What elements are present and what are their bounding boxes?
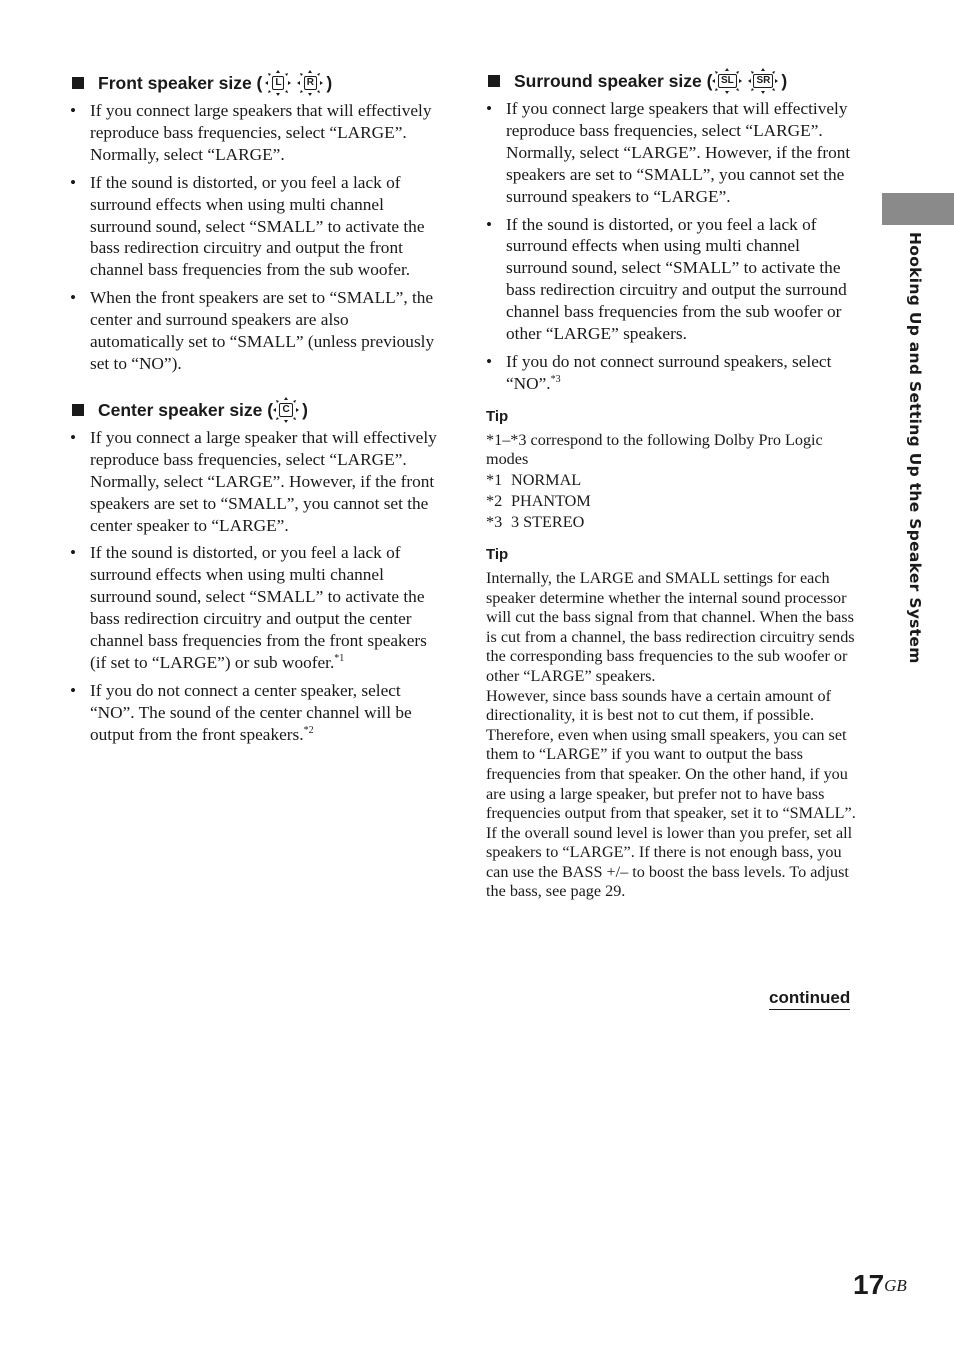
front-speaker-list: [70, 100, 440, 375]
speaker-c-icon: C: [273, 397, 299, 423]
list-item: • When the front speakers are set to “SMALL”, the center and surround speakers are also automatically set to “SMALL” (unless previously set to “NO”).: [70, 287, 440, 375]
right-column: [486, 68, 858, 902]
page-number: $17^{GB}$: [853, 1269, 907, 1300]
front-speaker-title: Front speaker size (: [98, 73, 263, 93]
mode-row: *1 NORMAL: [486, 470, 582, 489]
mode-row: *3 3 STEREO: [486, 512, 585, 531]
list-item: • If the sound is distorted, or you feel a lack of surround effects when using multi channel surround sound, select “SMALL” to activate the bass redirection circuitry and output the center channel bass frequencies from the front speakers (if set to “LARGE”) or sub woofer.$^{*1}$: [70, 542, 440, 673]
center-speaker-list: [70, 427, 440, 746]
tip-paragraph: However, since bass sounds have a certain amount of directionality, it is best not to cut them, if possible. Therefore, even when using small speakers, you can set them to “LARGE” if you want to output the bass frequencies from that speaker. On the other hand, if you are using a large speaker, but prefer not to have bass frequencies output from that speaker, set it to “SMALL”.: [486, 686, 856, 823]
continued-label: continued: [769, 988, 850, 1010]
list-item: • If the sound is distorted, or you feel a lack of surround effects when using multi channel surround sound, select “SMALL” to activate the bass redirection circuitry and output the front channel bass frequencies from the sub woofer.: [70, 172, 440, 282]
speaker-sr-icon: SR: [748, 68, 778, 94]
center-speaker-title: Center speaker size (: [98, 399, 274, 420]
tip-title: Tip: [486, 407, 509, 425]
footnote-ref: *2: [303, 724, 314, 736]
surround-speaker-section: [486, 68, 858, 395]
page-suffix: GB: [884, 1276, 907, 1295]
surround-speaker-list: [486, 98, 858, 395]
list-item: • If you do not connect a center speaker, select “NO”. The sound of the center channel will be output from the front speakers.$^{*2}$: [70, 680, 440, 746]
footnote-ref: *1: [334, 653, 345, 665]
speaker-l-icon: L: [265, 70, 291, 96]
footnote-ref: *3: [550, 374, 561, 386]
tip-title: Tip: [486, 545, 509, 563]
list-item: • If you connect a large speaker that will effectively reproduce bass frequencies, select “LARGE”. Normally, select “LARGE”. However, if the front speakers are set to “SMALL”, you cannot set the center speaker to “LARGE”.: [70, 427, 440, 537]
tip-2: [486, 545, 858, 902]
surround-speaker-heading: [486, 68, 858, 94]
square-bullet-icon: [488, 75, 500, 87]
heading-close-paren: ): [326, 73, 333, 93]
front-speaker-heading: [70, 70, 440, 96]
surround-speaker-title: Surround speaker size (: [514, 71, 713, 91]
front-speaker-section: [70, 70, 440, 375]
square-bullet-icon: [72, 404, 84, 416]
list-item: • If you connect large speakers that will effectively reproduce bass frequencies, select “LARGE”. Normally, select “LARGE”. However, if the front speakers are set to “SMALL”, you cannot set the surround speakers to “LARGE”.: [486, 98, 858, 208]
heading-close-paren: ): [781, 71, 788, 91]
tip-text: *1–*3 correspond to the following Dolby Pro Logic modes: [486, 430, 823, 469]
speaker-r-icon: R: [297, 70, 323, 96]
tip-paragraph: Internally, the LARGE and SMALL settings for each speaker determine whether the internal sound processor will cut the bass signal from that channel. When the bass is cut from a channel, the bass redirection circuitry sends the corresponding bass frequencies to the sub woofer or other “LARGE” speakers.: [486, 568, 855, 685]
speaker-sl-icon: SL: [712, 68, 742, 94]
tip-1: [486, 407, 858, 533]
left-column: [70, 70, 440, 768]
square-bullet-icon: [72, 77, 84, 89]
center-speaker-heading: [70, 397, 440, 423]
list-item: • If the sound is distorted, or you feel a lack of surround effects when using multi channel surround sound, select “SMALL” to activate the bass redirection circuitry and output the surround channel bass frequencies from the sub woofer or other “LARGE” speakers.: [486, 214, 858, 345]
section-tab-marker: [882, 193, 954, 225]
mode-row: *2 PHANTOM: [486, 491, 591, 510]
heading-close-paren: ): [302, 399, 308, 420]
tip-paragraph: If the overall sound level is lower than you prefer, set all speakers to “LARGE”. If there is not enough bass, you can use the BASS +/– to boost the bass levels. To adjust the bass, see page 29.: [486, 823, 853, 901]
center-speaker-section: [70, 397, 440, 746]
list-item: • If you connect large speakers that will effectively reproduce bass frequencies, select “LARGE”. Normally, select “LARGE”.: [70, 100, 440, 166]
list-item: • If you do not connect surround speakers, select “NO”.$^{*3}$: [486, 351, 858, 395]
section-side-title: Hooking Up and Setting Up the Speaker System: [906, 232, 924, 664]
